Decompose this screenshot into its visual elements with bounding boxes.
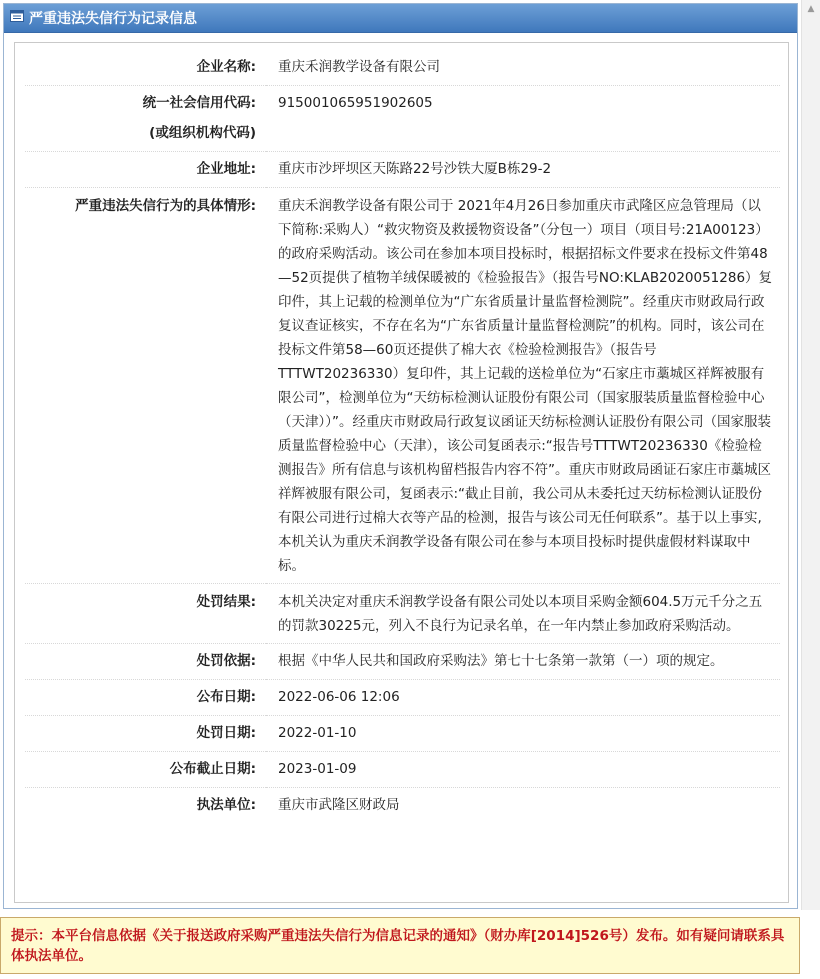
row-authority <box>25 788 780 824</box>
row-company-name <box>25 50 780 86</box>
credit-code-label-line1: 统一社会信用代码: <box>142 95 256 111</box>
credit-code-label <box>25 86 266 152</box>
credit-code-value: 915001065951902605 <box>278 95 433 111</box>
row-penalty-date <box>25 716 780 752</box>
notice-text: 提示：本平台信息依据《关于报送政府采购严重违法失信行为信息记录的通知》（财办库[2014]526号）发布。如有疑问请联系具体执法单位。 <box>11 928 785 964</box>
record-panel <box>3 3 798 909</box>
row-details <box>25 188 780 584</box>
details-label: 严重违法失信行为的具体情形: <box>75 198 256 214</box>
row-result <box>25 584 780 644</box>
row-address <box>25 152 780 188</box>
record-table <box>25 50 780 823</box>
panel-title: 严重违法失信行为记录信息 <box>29 11 197 27</box>
record-content <box>14 42 789 903</box>
publish-date-label: 公布日期: <box>196 689 256 705</box>
publish-end-date-label: 公布截止日期: <box>169 761 256 777</box>
address-value: 重庆市沙坪坝区天陈路22号沙铁大厦B栋29-2 <box>278 161 552 177</box>
vertical-scrollbar[interactable] <box>801 0 820 910</box>
row-basis <box>25 644 780 680</box>
row-publish-end-date <box>25 752 780 788</box>
publish-date-value: 2022-06-06 12:06 <box>278 689 400 705</box>
row-publish-date <box>25 680 780 716</box>
penalty-date-value: 2022-01-10 <box>278 725 357 741</box>
scroll-up-icon[interactable]: ▲ <box>807 4 815 14</box>
basis-value: 根据《中华人民共和国政府采购法》第七十七条第一款第（一）项的规定。 <box>278 653 724 669</box>
credit-code-label-line2: (或组织机构代码) <box>149 125 256 141</box>
publish-end-date-value: 2023-01-09 <box>278 761 357 777</box>
company-name-label: 企业名称: <box>196 59 256 75</box>
result-label: 处罚结果: <box>196 594 256 610</box>
list-icon <box>10 10 24 26</box>
notice-banner <box>0 917 800 974</box>
result-value: 本机关决定对重庆禾润教学设备有限公司处以本项目采购金额604.5万元千分之五的罚款30225元，列入不良行为记录名单，在一年内禁止参加政府采购活动。 <box>278 594 763 634</box>
details-value: 重庆禾润教学设备有限公司于 2021年4月26日参加重庆市武隆区应急管理局（以下简称:采购人）“救灾物资及救援物资设备”（分包一）项目（项目号:21A00123）的政府采购活动。该公司在参加本项目投标时，根据招标文件要求在投标文件第48—52页提供了植物羊绒保暖被的《检验报告》（报告号NO:KLAB2020051286）复印件，其上记载的检测单位为“广东省质量计量监督检测院”。经重庆市财政局行政复议查证核实，不存在名为“广东省质量计量监督检测院”的机构。同时，该公司在投标文件第58—60页还提供了棉大衣《检验检测报告》（报告号TTTWT20236330）复印件，其上记载的送检单位为“石家庄市藁城区祥辉被服有限公司”，检测单位为“天纺标检测认证股份有限公司（国家服装质量监督检验中心（天津））”。经重庆市财政局行政复议函证天纺标检测认证股份有限公司（国家服装质量监督检验中心（天津），该公司复函表示:“报告号TTTWT20236330《检验检测报告》所有信息与该机构留档报告内容不符”。重庆市财政局函证石家庄市藁城区祥辉被服有限公司，复函表示:“截止目前，我公司从未委托过天纺标检测认证股份有限公司进行过棉大衣等产品的检测，报告与该公司无任何联系”。基于以上事实,本机关认为重庆禾润教学设备有限公司在参与本项目投标时提供虚假材料谋取中标。 <box>278 198 773 574</box>
authority-label: 执法单位: <box>196 797 256 813</box>
row-credit-code <box>25 86 780 152</box>
penalty-date-label: 处罚日期: <box>196 725 256 741</box>
company-name-value: 重庆禾润教学设备有限公司 <box>278 59 440 75</box>
basis-label: 处罚依据: <box>196 653 256 669</box>
address-label: 企业地址: <box>196 161 256 177</box>
panel-titlebar <box>4 4 797 33</box>
authority-value: 重庆市武隆区财政局 <box>278 797 400 813</box>
